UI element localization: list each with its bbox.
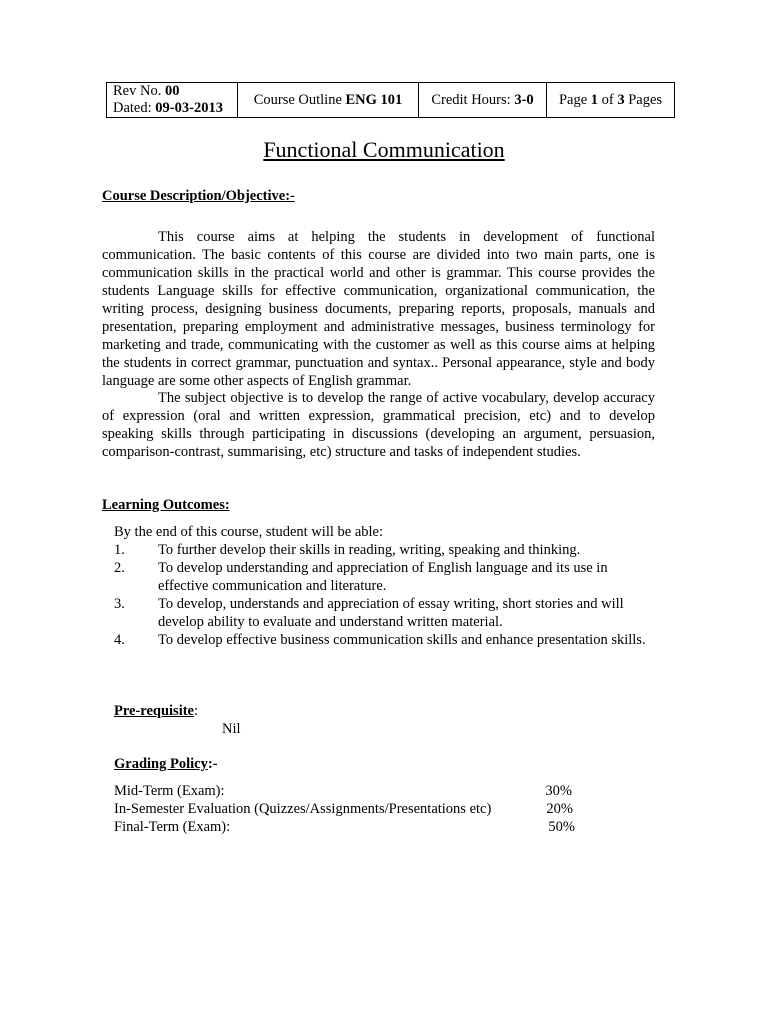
credit-value: 3-0 [514,91,534,108]
description-heading: Course Description/Objective:- [102,188,295,204]
course-outline-cell [238,83,419,118]
grading-row-value: 30% [545,783,572,799]
grading-row-value: 20% [546,801,573,817]
grading-row-label: In-Semester Evaluation (Quizzes/Assignments/Presentations etc) [114,801,492,817]
list-item-text: To further develop their skills in reading, writing, speaking and thinking. [158,542,581,558]
grading-row [114,782,575,800]
page-label: Page [558,91,588,108]
rev-value: 00 [164,83,180,99]
rev-label: Rev No. [113,83,162,99]
list-item [114,541,659,559]
page-current: 1 [590,91,598,108]
page-number-cell [547,83,675,118]
list-item-text: To develop effective business communication skills and enhance presentation skills. [158,632,646,648]
description-paragraph-2 [102,389,655,461]
document-title: Functional Communication [263,137,505,162]
prerequisite-value: Nil [222,721,241,737]
pages-label: Pages [628,91,663,108]
grading-heading-suffix: :- [207,756,218,772]
credit-hours-cell [419,83,547,118]
page-total: 3 [617,91,625,108]
list-item-number: 2. [114,560,125,576]
grading-row-value: 50% [548,819,575,835]
grading-heading: Grading Policy [114,756,208,772]
grading-heading-line [114,755,218,773]
grading-row [114,800,575,818]
credit-label: Credit Hours: [431,91,511,108]
list-item [114,595,659,631]
description-paragraph-2-text: The subject objective is to develop the range of active vocabulary, develop accuracy of expression (oral and written expression, grammatical precision, etc) and to develop speaking skills through participating in discussions (developing an argument, persuasion, comparison-contrast, summarising, etc) structure and tasks of independent studies. [102,390,655,460]
document-header-table [106,82,675,118]
list-item-number: 1. [114,542,125,558]
list-item-number: 4. [114,632,125,648]
dated-value: 09-03-2013 [155,100,223,116]
outcomes-list [114,541,659,649]
prerequisite-heading-line [114,702,198,720]
grading-row [114,818,575,836]
revision-cell [107,83,238,118]
list-item-number: 3. [114,596,125,612]
page-of: of [601,91,614,108]
course-code: ENG 101 [345,91,403,108]
list-item [114,559,659,595]
grading-row-label: Mid-Term (Exam): [114,783,225,799]
learning-outcomes-heading: Learning Outcomes: [102,497,230,513]
dated-label: Dated: [113,100,152,116]
description-paragraph-1 [102,228,655,390]
list-item-text: To develop, understands and appreciation of essay writing, short stories and will develop ability to evaluate and understand written material. [158,596,624,630]
list-item [114,631,659,649]
prerequisite-heading: Pre-requisite [114,703,194,719]
description-paragraph-1-text: This course aims at helping the students in development of functional communication. The basic contents of this course are divided into two main parts, one is communication skills in the practical world and other is grammar. This course provides the students Language skills for effective communication, organizational communication, the writing process, designing business documents, preparing reports, proposals, manuals and presentation, preparing employment and administrative messages, business terminology for marketing and trade, communicating with the customer as well as this course aims at helping the students in correct grammar, punctuation and syntax.. Personal appearance, style and body language are some other aspects of English grammar. [102,229,655,389]
list-item-text: To develop understanding and appreciation of English language and its use in effective communication and literature. [158,560,608,594]
grading-row-label: Final-Term (Exam): [114,819,231,835]
outline-label: Course Outline [253,91,342,108]
prerequisite-colon: : [194,703,199,719]
outcomes-intro: By the end of this course, student will be able: [114,524,384,540]
